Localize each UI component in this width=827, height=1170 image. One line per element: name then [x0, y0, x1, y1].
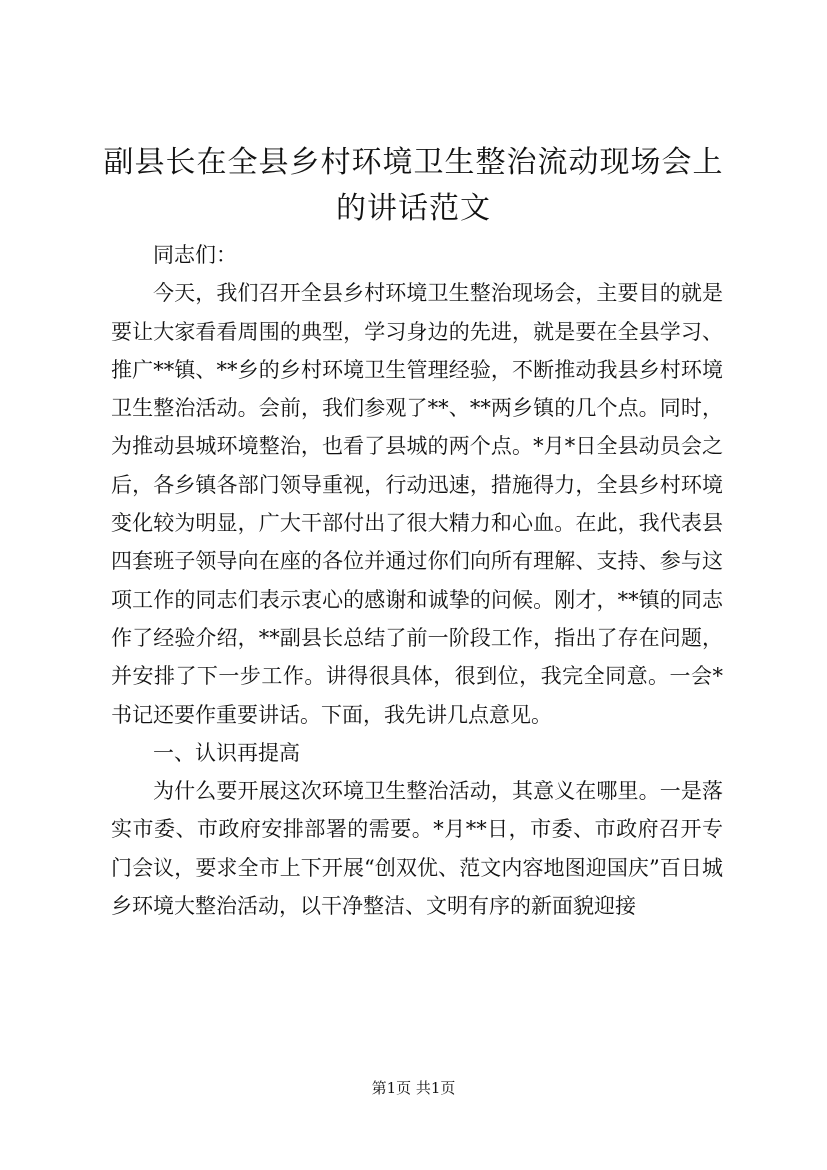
document-body — [111, 236, 723, 925]
title-line-2: 的讲话范文 — [336, 191, 491, 226]
page-footer — [0, 1078, 827, 1098]
paragraph-section-1: 为什么要开展这次环境卫生整治活动，其意义在哪里。一是落实市委、市政府安排部署的需要。*月**日，市委、市政府召开专门会议，要求全市上下开展“创双优、范文内容地图迎国庆”百日城乡环境大整治活动，以干净整洁、文明有序的新面貌迎接 — [111, 779, 723, 919]
paragraph-opening: 今天，我们召开全县乡村环境卫生整治现场会，主要目的就是要让大家看看周围的典型，学习身边的先进，就是要在全县学习、推广**镇、**乡的乡村环境卫生管理经验，不断推动我县乡村环境卫生整治活动。会前，我们参观了**、**两乡镇的几个点。同时，为推动县城环境整治，也看了县城的两个点。*月*日全县动员会之后，各乡镇各部门领导重视，行动迅速，措施得力，全县乡村环境变化较为明显，广大干部付出了很大精力和心血。在此，我代表县四套班子领导向在座的各位并通过你们向所有理解、支持、参与这项工作的同志们表示衷心的感谢和诚挚的问候。刚才，**镇的同志作了经验介绍，**副县长总结了前一阶段工作，指出了存在问题，并安排了下一步工作。讲得很具体，很到位，我完全同意。一会*书记还要作重要讲话。下面，我先讲几点意见。 — [111, 281, 723, 727]
document-title — [100, 140, 727, 232]
title-line-1: 副县长在全县乡村环境卫生整治流动现场会上 — [103, 145, 724, 180]
greeting: 同志们： — [153, 243, 237, 267]
page-number-label: 第1页 共1页 — [371, 1079, 456, 1097]
section-heading-1: 一、认识再提高 — [153, 740, 300, 765]
